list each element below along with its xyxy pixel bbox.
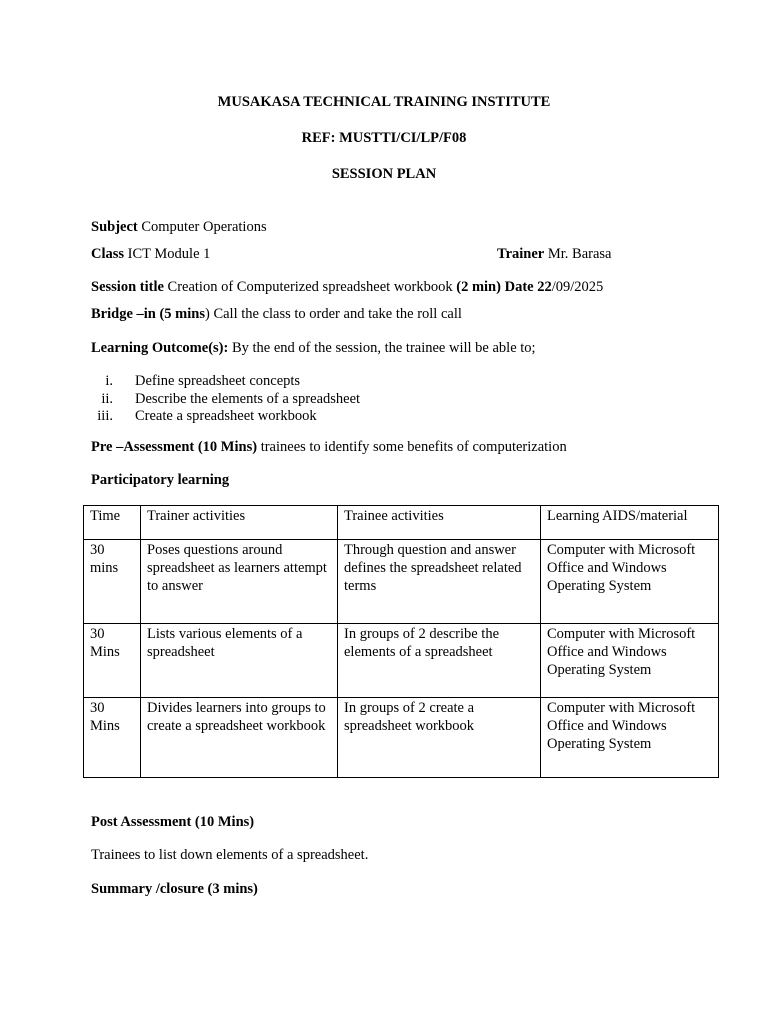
trainer-line <box>497 246 612 263</box>
learning-outcomes-label: Learning Outcome(s): <box>91 340 229 356</box>
cell-time: 30 Mins <box>84 698 141 778</box>
subject-label: Subject <box>91 219 138 235</box>
cell-learning-material: Computer with Microsoft Office and Windows Operating System <box>541 624 719 698</box>
cell-time: 30 Mins <box>84 624 141 698</box>
cell-learning-material: Computer with Microsoft Office and Windows Operating System <box>541 540 719 624</box>
bridge-label: Bridge –in (5 mins <box>91 306 205 322</box>
learning-outcomes-intro: By the end of the session, the trainee will be able to; <box>228 340 536 356</box>
participatory-learning-table <box>83 505 719 778</box>
list-item-text: Create a spreadsheet workbook <box>135 408 317 424</box>
session-line <box>91 279 603 296</box>
cell-trainer-activity: Lists various elements of a spreadsheet <box>141 624 338 698</box>
cell-trainer-activity: Divides learners into groups to create a spreadsheet workbook <box>141 698 338 778</box>
cell-trainee-activity: Through question and answer defines the spreadsheet related terms <box>338 540 541 624</box>
class-label: Class <box>91 246 125 262</box>
class-value: ICT Module 1 <box>124 246 211 262</box>
bridge-value: ) Call the class to order and take the roll call <box>205 306 462 322</box>
header-learning-material: Learning AIDS/material <box>541 506 719 540</box>
session-date-value: /09/2025 <box>551 279 604 295</box>
list-item-number: iii. <box>97 408 113 424</box>
cell-time: 30 mins <box>84 540 141 624</box>
header-time: Time <box>84 506 141 540</box>
list-item-number: i. <box>105 373 113 389</box>
participatory-heading: Participatory learning <box>91 472 230 488</box>
learning-outcomes-line <box>91 340 536 357</box>
institute-name: MUSAKASA TECHNICAL TRAINING INSTITUTE <box>217 94 551 110</box>
session-title-label: Session title <box>91 279 164 295</box>
session-date-label: Date 22 <box>500 279 552 295</box>
cell-trainer-activity: Poses questions around spreadsheet as learners attempt to answer <box>141 540 338 624</box>
pre-assessment-label: Pre –Assessment (10 Mins) <box>91 439 258 455</box>
class-line <box>91 246 210 263</box>
document-title: SESSION PLAN <box>331 166 437 182</box>
trainer-value: Mr. Barasa <box>544 246 612 262</box>
subject-value: Computer Operations <box>137 219 267 235</box>
session-title-value: Creation of Computerized spreadsheet workbook <box>163 279 457 295</box>
session-duration: (2 min) <box>456 279 501 295</box>
cell-trainee-activity: In groups of 2 describe the elements of a spreadsheet <box>338 624 541 698</box>
table-row <box>84 624 719 698</box>
table-row <box>84 540 719 624</box>
table-row <box>84 698 719 778</box>
table-header-row <box>84 506 719 540</box>
post-assessment-heading: Post Assessment (10 Mins) <box>91 814 255 830</box>
list-item-text: Define spreadsheet concepts <box>135 373 301 389</box>
pre-assessment-line <box>91 439 567 456</box>
summary-heading: Summary /closure (3 mins) <box>91 881 258 897</box>
cell-learning-material: Computer with Microsoft Office and Windows Operating System <box>541 698 719 778</box>
bridge-line <box>91 306 462 323</box>
trainer-label: Trainer <box>497 246 545 262</box>
header-trainer-activities: Trainer activities <box>141 506 338 540</box>
list-item-text: Describe the elements of a spreadsheet <box>135 390 361 407</box>
pre-assessment-value: trainees to identify some benefits of computerization <box>257 439 567 455</box>
header-trainee-activities: Trainee activities <box>338 506 541 540</box>
cell-trainee-activity: In groups of 2 create a spreadsheet workbook <box>338 698 541 778</box>
post-assessment-text: Trainees to list down elements of a spreadsheet. <box>91 847 369 863</box>
subject-line <box>91 219 267 236</box>
reference-code: REF: MUSTTI/CI/LP/F08 <box>301 130 467 146</box>
list-item-number: ii. <box>101 390 113 407</box>
